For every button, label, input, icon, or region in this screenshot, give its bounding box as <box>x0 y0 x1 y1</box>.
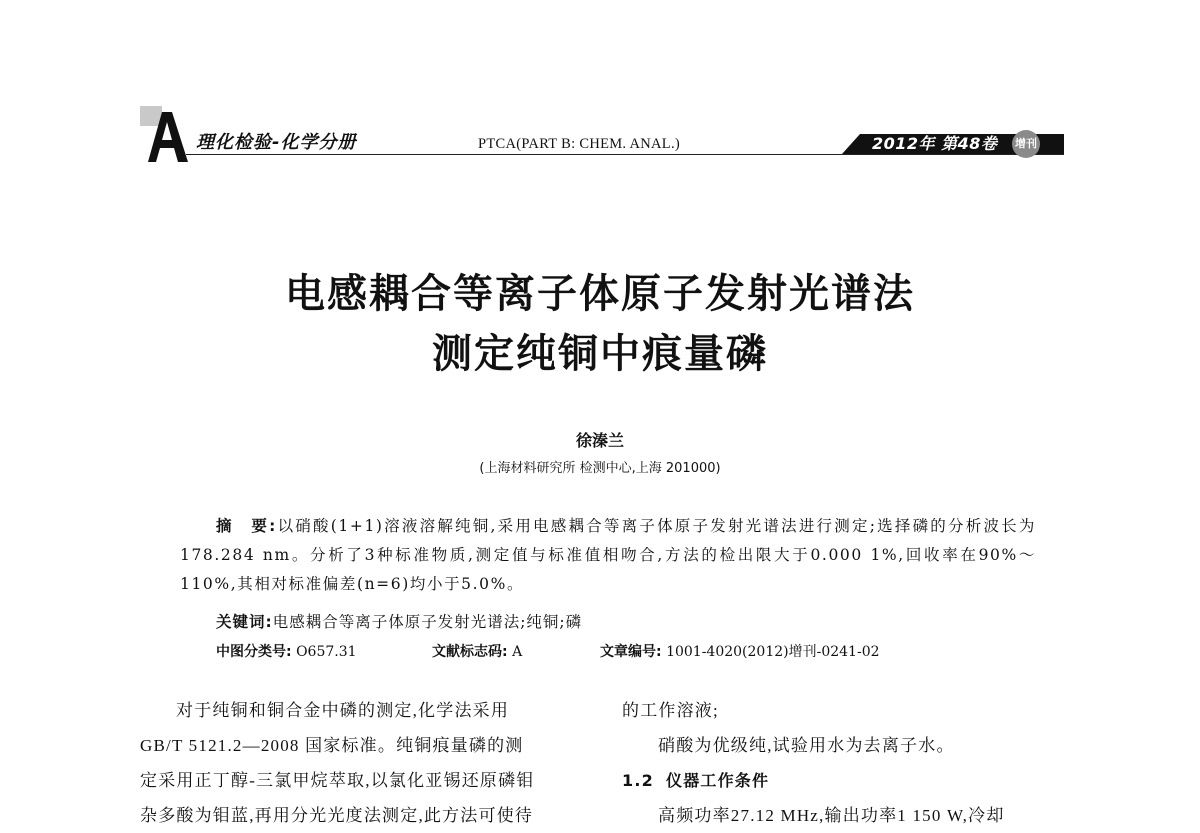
journal-code: PTCA(PART B: CHEM. ANAL.) <box>478 136 681 152</box>
body-line: 定采用正丁醇-三氯甲烷萃取,以氯化亚锡还原磷钼 <box>140 771 535 790</box>
body-line: 高频功率27.12 MHz,输出功率1 150 W,冷却 <box>658 806 1005 825</box>
body-line: GB/T 5121.2—2008 国家标准。纯铜痕量磷的测 <box>140 736 524 755</box>
affiliation: (上海材料研究所 检测中心,上海 201000) <box>479 461 721 476</box>
author-name: 徐溱兰 <box>575 431 624 450</box>
clc-value: O657.31 <box>296 644 357 660</box>
paper-title-line-2: 测定纯铜中痕量磷 <box>432 331 768 377</box>
article-label: 文章编号: <box>600 644 662 660</box>
section-heading <box>622 763 1066 798</box>
body-right-column <box>622 693 1066 833</box>
keywords-text: 电感耦合等离子体原子发射光谱法;纯铜;磷 <box>272 613 583 631</box>
issue-badge: 增刊 <box>1012 130 1040 158</box>
section-number: 1.2 <box>622 771 654 790</box>
section-title: 仪器工作条件 <box>666 771 770 790</box>
journal-logo <box>138 104 194 164</box>
abstract-label: 摘 要: <box>216 517 277 535</box>
abstract-text: 以硝酸(1+1)溶液溶解纯铜,采用电感耦合等离子体原子发射光谱法进行测定;选择磷的分析波长为178.284 nm。分析了3种标准物质,测定值与标准值相吻合,方法的检出限大于0.000 1%,回收率在90%～110%,其相对标准偏差(n=6)均小于5.0%。 <box>180 517 1036 593</box>
year-volume: 2012年 第48卷 <box>872 134 998 153</box>
abstract <box>180 512 1036 599</box>
article-value: 1001-4020(2012)增刊-0241-02 <box>666 644 880 660</box>
keywords <box>216 610 582 632</box>
clc-label: 中图分类号: <box>216 644 292 660</box>
doc-label: 文献标志码: <box>432 644 508 660</box>
document-code <box>432 641 522 661</box>
body-line: 硝酸为优级纯,试验用水为去离子水。 <box>658 736 955 755</box>
body-line: 杂多酸为钼蓝,再用分光光度法测定,此方法可使待 <box>140 806 534 825</box>
clc-number <box>216 641 357 661</box>
article-number <box>600 641 880 661</box>
paper-title-line-1: 电感耦合等离子体原子发射光谱法 <box>285 271 915 317</box>
keywords-label: 关键词: <box>216 613 273 631</box>
doc-value: A <box>512 644 523 660</box>
header-rule <box>186 154 1064 155</box>
body-line: 对于纯铜和铜合金中磷的测定,化学法采用 <box>176 701 510 720</box>
journal-name: 理化检验-化学分册 <box>196 132 357 153</box>
body-line: 的工作溶液; <box>622 701 719 720</box>
body-left-column <box>140 693 584 833</box>
